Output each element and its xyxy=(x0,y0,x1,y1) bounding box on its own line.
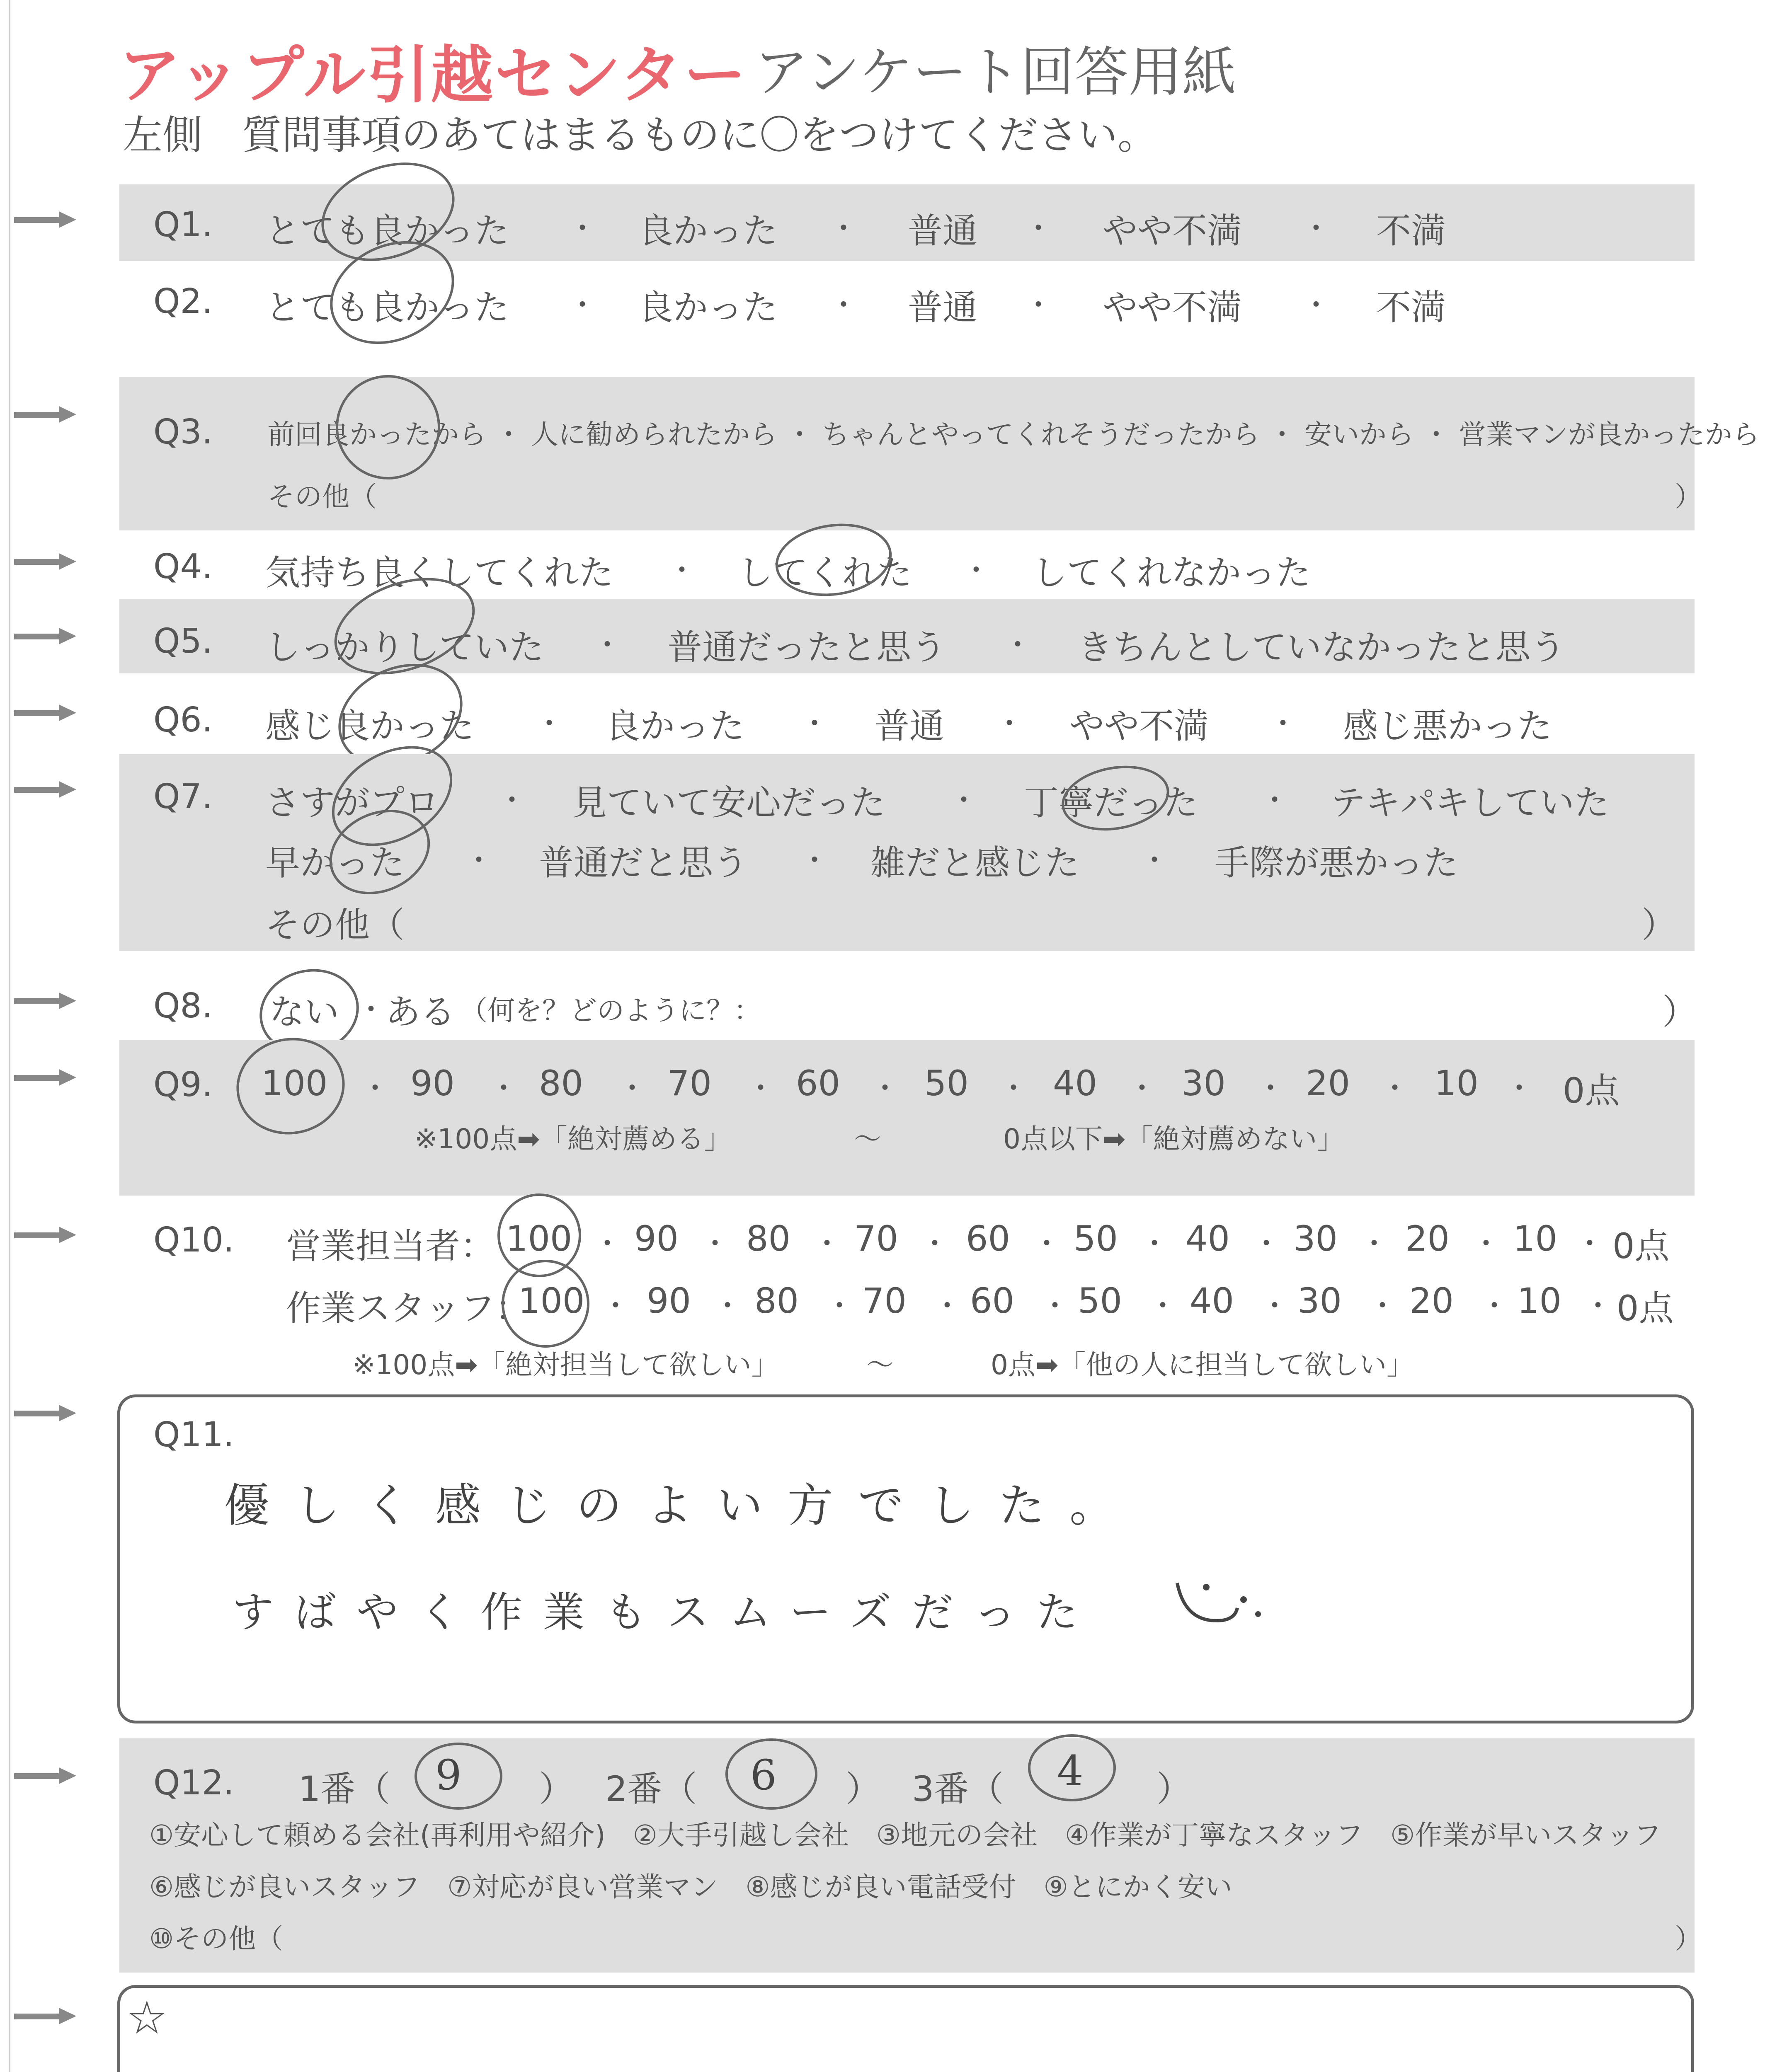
q11-label: Q11. xyxy=(153,1415,234,1455)
q12-rank2-value[interactable]: 6 xyxy=(750,1751,777,1799)
q10-sales-score[interactable]: 20 xyxy=(1405,1218,1450,1259)
star-icon: ☆ xyxy=(126,1991,167,2044)
q10-note-right: 0点➡「他の人に担当して欲しい」 xyxy=(991,1349,1414,1381)
q10-staff-score[interactable]: 20 xyxy=(1409,1280,1454,1321)
separator-dot: ・ xyxy=(701,1227,730,1261)
q1-option[interactable]: やや不満 xyxy=(1103,211,1242,251)
q2-label: Q2. xyxy=(153,282,213,321)
q8-close: ） xyxy=(1662,992,1697,1032)
q6-option[interactable]: 感じ悪かった xyxy=(1343,706,1552,746)
q9-score[interactable]: 90 xyxy=(410,1063,455,1104)
q10-sales-score[interactable]: 60 xyxy=(966,1218,1010,1259)
q8-option-yes[interactable]: ある xyxy=(385,992,456,1032)
separator-dot: ・ xyxy=(1140,843,1169,877)
q6-label: Q6. xyxy=(153,700,213,740)
separator-dot: ・ xyxy=(667,553,696,587)
comment-box[interactable] xyxy=(117,1985,1694,2072)
arrow-icon xyxy=(14,704,76,721)
separator-dot: ・ xyxy=(1368,1289,1397,1323)
q10-staff-label: 作業スタッフ： xyxy=(286,1288,530,1329)
q10-staff-score[interactable]: 40 xyxy=(1190,1280,1234,1321)
q12-rank1-value[interactable]: 9 xyxy=(435,1751,462,1799)
q7-close: ） xyxy=(1641,905,1677,945)
q9-score[interactable]: 0点 xyxy=(1563,1070,1620,1111)
q12-rank2-close: ） xyxy=(846,1769,881,1809)
q7-option[interactable]: テキパキしていた xyxy=(1331,782,1610,823)
smiley-doodle xyxy=(1173,1575,1264,1637)
q12-label: Q12. xyxy=(153,1763,234,1803)
q7-option[interactable]: 早かった xyxy=(265,842,405,883)
separator-dot: ・ xyxy=(746,1071,775,1105)
q7-other[interactable]: その他（ xyxy=(265,905,405,945)
separator-dot: ・ xyxy=(1148,1289,1177,1323)
form-title: アンケート回答用紙 xyxy=(754,41,1236,104)
q11-box[interactable] xyxy=(117,1394,1694,1723)
separator-dot: ・ xyxy=(1472,1227,1501,1261)
q12-close: ） xyxy=(1675,1923,1702,1955)
separator-dot: ・ xyxy=(568,288,597,322)
q7-option[interactable]: 普通だと思う xyxy=(539,842,748,883)
q2-option[interactable]: 不満 xyxy=(1376,287,1446,328)
separator-dot: ・ xyxy=(535,707,564,741)
arrow-icon xyxy=(14,406,76,423)
arrow-icon xyxy=(14,1227,76,1243)
separator-dot: ・ xyxy=(361,1071,390,1105)
q6-option[interactable]: 感じ良かった xyxy=(265,706,475,746)
q10-staff-score[interactable]: 80 xyxy=(754,1280,799,1321)
separator-dot: ・ xyxy=(1003,628,1032,662)
separator-dot: ・ xyxy=(933,1289,962,1323)
q9-note-right: 0点以下➡「絶対薦めない」 xyxy=(1003,1123,1345,1155)
q2-option[interactable]: やや不満 xyxy=(1103,287,1242,328)
q10-sales-score[interactable]: 70 xyxy=(854,1218,898,1259)
separator-dot: ・ xyxy=(800,843,829,877)
separator-dot: ・ xyxy=(1040,1289,1069,1323)
answer-circle xyxy=(502,1260,589,1348)
q7-label: Q7. xyxy=(153,777,213,816)
q5-option[interactable]: きちんとしていなかったと思う xyxy=(1078,627,1566,668)
separator-dot: ・ xyxy=(1575,1227,1604,1261)
q10-staff-score[interactable]: 70 xyxy=(862,1280,907,1321)
separator-dot: ・ xyxy=(497,783,526,817)
q3-other[interactable]: その他（ xyxy=(267,481,377,513)
arrow-icon xyxy=(14,1767,76,1784)
separator-dot: ・ xyxy=(618,1071,647,1105)
separator-dot: ・ xyxy=(713,1289,742,1323)
q6-option[interactable]: 普通 xyxy=(875,706,945,746)
separator-dot: ・ xyxy=(1505,1071,1534,1105)
q10-sales-score[interactable]: 0点 xyxy=(1612,1226,1670,1266)
q10-sales-score[interactable]: 80 xyxy=(746,1218,790,1259)
q9-score[interactable]: 50 xyxy=(924,1063,969,1104)
q10-sales-label: 営業担当者： xyxy=(286,1226,495,1266)
q4-option[interactable]: してくれなかった xyxy=(1032,552,1311,593)
q5-option[interactable]: しっかりしていた xyxy=(265,627,544,668)
instruction-text: 左側 質問事項のあてはまるものに〇をつけてください。 xyxy=(123,112,1157,158)
separator-dot: ・ xyxy=(356,992,385,1026)
separator-dot: ・ xyxy=(920,1227,949,1261)
q8-option-no[interactable]: ない xyxy=(269,992,339,1032)
q10-staff-score[interactable]: 60 xyxy=(970,1280,1014,1321)
q7-option[interactable]: 手際が悪かった xyxy=(1215,842,1459,883)
separator-dot: ・ xyxy=(1140,1227,1169,1261)
separator-dot: ・ xyxy=(1024,211,1053,245)
separator-dot: ・ xyxy=(601,1289,630,1323)
q2-option[interactable]: 普通 xyxy=(908,287,978,328)
q6-option[interactable]: 良かった xyxy=(605,706,745,746)
answer-circle xyxy=(725,1738,817,1810)
page-edge xyxy=(9,0,10,2072)
separator-dot: ・ xyxy=(593,1227,622,1261)
arrow-icon xyxy=(14,2008,76,2024)
q11-answer-line1: 優しく感じのよい方でした。 xyxy=(224,1479,1140,1532)
q12-rank3-value[interactable]: 4 xyxy=(1057,1747,1084,1795)
separator-dot: ・ xyxy=(1380,1071,1409,1105)
q10-sales-score[interactable]: 100 xyxy=(506,1218,572,1259)
answer-circle xyxy=(1028,1734,1116,1801)
q4-label: Q4. xyxy=(153,547,213,586)
q5-option[interactable]: 普通だったと思う xyxy=(667,627,946,668)
separator-dot: ・ xyxy=(1480,1289,1509,1323)
separator-dot: ・ xyxy=(825,1289,854,1323)
q5-label: Q5. xyxy=(153,622,213,661)
separator-dot: ・ xyxy=(1252,1227,1281,1261)
separator-dot: ・ xyxy=(1127,1071,1156,1105)
q10-sales-score[interactable]: 10 xyxy=(1513,1218,1557,1259)
q1-label: Q1. xyxy=(153,205,213,244)
answer-circle xyxy=(415,1743,502,1810)
q7-option[interactable]: 見ていて安心だった xyxy=(572,782,886,823)
q12-rank1-close: ） xyxy=(539,1769,574,1809)
q12-rank3-close: ） xyxy=(1156,1769,1192,1809)
q7-option[interactable]: 丁寧だった xyxy=(1024,782,1198,823)
arrow-icon xyxy=(14,1405,76,1421)
separator-dot: ・ xyxy=(1268,707,1297,741)
q11-answer-line2: すばやく作業もスムーズだった xyxy=(232,1588,1098,1636)
q10-sales-score[interactable]: 90 xyxy=(634,1218,679,1259)
arrow-icon xyxy=(14,553,76,570)
separator-dot: ・ xyxy=(1024,288,1053,322)
separator-dot: ・ xyxy=(464,843,493,877)
q12-choices-line1: ①安心して頼める会社(再利用や紹介) ②大手引越し会社 ③地元の会社 ④作業が丁寧なスタッフ ⑤作業が早いスタッフ xyxy=(149,1819,1661,1851)
q1-option[interactable]: とても良かった xyxy=(265,211,509,251)
q9-score[interactable]: 60 xyxy=(796,1063,840,1104)
separator-dot: ・ xyxy=(489,1071,518,1105)
separator-dot: ・ xyxy=(1302,211,1331,245)
separator-dot: ・ xyxy=(962,553,991,587)
q9-tilde: 〜 xyxy=(854,1123,881,1155)
q9-score[interactable]: 70 xyxy=(667,1063,712,1104)
separator-dot: ・ xyxy=(1360,1227,1389,1261)
q7-option[interactable]: さすがプロ xyxy=(265,782,440,823)
q6-option[interactable]: やや不満 xyxy=(1069,706,1209,746)
separator-dot: ・ xyxy=(812,1227,841,1261)
separator-dot: ・ xyxy=(1260,1289,1289,1323)
separator-dot: ・ xyxy=(1032,1227,1061,1261)
q8-label: Q8. xyxy=(153,986,213,1026)
q2-option[interactable]: 良かった xyxy=(638,287,778,328)
q10-staff-score[interactable]: 0点 xyxy=(1617,1288,1674,1329)
q3-options[interactable]: 前回良かったから ・ 人に勧められたから ・ ちゃんとやってくれそうだったから ・ 安いから ・ 営業マンが良かったから xyxy=(267,419,1760,450)
q4-option[interactable]: してくれた xyxy=(738,552,912,593)
q10-staff-score[interactable]: 50 xyxy=(1078,1280,1122,1321)
q9-score[interactable]: 10 xyxy=(1434,1063,1479,1104)
q10-sales-score[interactable]: 30 xyxy=(1293,1218,1338,1259)
separator-dot: ・ xyxy=(995,707,1024,741)
q8-prompt[interactable]: （何を？どのように？： xyxy=(460,995,761,1026)
separator-dot: ・ xyxy=(568,211,597,245)
q12-rank3-label: 3番（ xyxy=(912,1769,1004,1809)
q9-score[interactable]: 40 xyxy=(1053,1063,1097,1104)
q9-score[interactable]: 100 xyxy=(261,1063,328,1104)
q10-label: Q10. xyxy=(153,1220,234,1260)
separator-dot: ・ xyxy=(1256,1071,1285,1105)
q7-option[interactable]: 雑だと感じた xyxy=(870,842,1080,883)
separator-dot: ・ xyxy=(1583,1289,1612,1323)
q10-staff-score[interactable]: 10 xyxy=(1517,1280,1561,1321)
separator-dot: ・ xyxy=(1302,288,1331,322)
q9-score[interactable]: 20 xyxy=(1306,1063,1350,1104)
arrow-icon xyxy=(14,628,76,644)
q9-score[interactable]: 80 xyxy=(539,1063,583,1104)
separator-dot: ・ xyxy=(1260,783,1289,817)
q2-option[interactable]: とても良かった xyxy=(265,287,509,328)
q12-rank2-label: 2番（ xyxy=(605,1769,697,1809)
arrow-icon xyxy=(14,211,76,228)
q10-staff-score[interactable]: 100 xyxy=(518,1280,585,1321)
q9-score[interactable]: 30 xyxy=(1181,1063,1226,1104)
separator-dot: ・ xyxy=(949,783,978,817)
q1-option[interactable]: 普通 xyxy=(908,211,978,251)
separator-dot: ・ xyxy=(593,628,622,662)
q4-option[interactable]: 気持ち良くしてくれた xyxy=(265,552,614,593)
q10-tilde: 〜 xyxy=(866,1349,894,1381)
q9-note-left: ※100点➡「絶対薦める」 xyxy=(415,1123,732,1155)
separator-dot: ・ xyxy=(999,1071,1028,1105)
separator-dot: ・ xyxy=(800,707,829,741)
separator-dot: ・ xyxy=(829,211,858,245)
arrow-icon xyxy=(14,992,76,1009)
q12-choices-line2: ⑥感じが良いスタッフ ⑦対応が良い営業マン ⑧感じが良い電話受付 ⑨とにかく安い xyxy=(149,1871,1232,1903)
q1-option[interactable]: 良かった xyxy=(638,211,778,251)
separator-dot: ・ xyxy=(829,288,858,322)
q10-staff-score[interactable]: 30 xyxy=(1297,1280,1342,1321)
q10-staff-score[interactable]: 90 xyxy=(647,1280,691,1321)
arrow-icon xyxy=(14,1069,76,1086)
q12-rank1-label: 1番（ xyxy=(298,1769,390,1809)
separator-dot: ・ xyxy=(870,1071,899,1105)
q1-option[interactable]: 不満 xyxy=(1376,211,1446,251)
q9-label: Q9. xyxy=(153,1065,213,1104)
arrow-icon xyxy=(14,781,76,798)
brand-title: アップル引越センター xyxy=(119,39,748,111)
q12-choices-line3[interactable]: ⑩その他（ xyxy=(149,1923,284,1955)
q10-note-left: ※100点➡「絶対担当して欲しい」 xyxy=(352,1349,779,1381)
q3-label: Q3. xyxy=(153,412,213,452)
q10-sales-score[interactable]: 40 xyxy=(1186,1218,1230,1259)
q10-sales-score[interactable]: 50 xyxy=(1074,1218,1118,1259)
q3-close: ） xyxy=(1675,481,1702,513)
